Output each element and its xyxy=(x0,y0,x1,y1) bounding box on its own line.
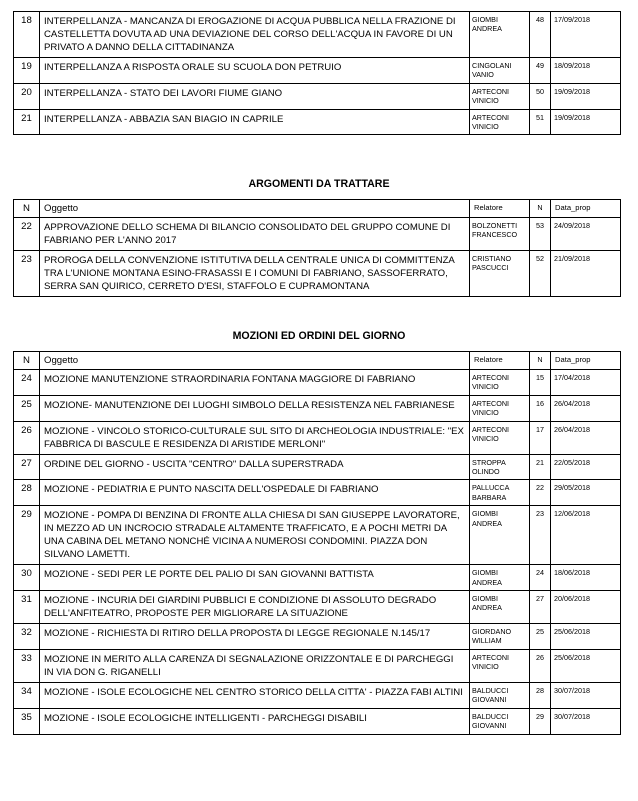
cell-n: 34 xyxy=(14,682,40,708)
cell-relatore: STROPPA OLINDO xyxy=(470,454,530,480)
cell-n: 21 xyxy=(14,109,40,135)
table-row xyxy=(14,565,621,591)
table-row xyxy=(14,370,621,396)
table-header-row xyxy=(14,200,621,218)
mozioni-table xyxy=(13,351,621,735)
header-data-prop: Data_prop xyxy=(551,200,621,218)
cell-oggetto: MOZIONE - ISOLE ECOLOGICHE NEL CENTRO STORICO DELLA CITTA' - PIAZZA FABI ALTINI xyxy=(40,682,470,708)
cell-num: 28 xyxy=(530,682,551,708)
cell-relatore: ARTECONI VINICIO xyxy=(470,395,530,421)
table-row xyxy=(14,109,621,135)
cell-relatore: GIOMBI ANDREA xyxy=(470,506,530,565)
table-row xyxy=(14,12,621,58)
cell-data-prop: 29/05/2018 xyxy=(551,480,621,506)
cell-data-prop: 17/09/2018 xyxy=(551,12,621,58)
header-num: N xyxy=(530,352,551,370)
cell-n: 27 xyxy=(14,454,40,480)
table-row xyxy=(14,649,621,682)
table-row xyxy=(14,251,621,297)
cell-num: 53 xyxy=(530,218,551,251)
cell-num: 52 xyxy=(530,251,551,297)
header-relatore: Relatore xyxy=(470,200,530,218)
cell-relatore: BALDUCCI GIOVANNI xyxy=(470,682,530,708)
cell-num: 49 xyxy=(530,58,551,84)
cell-relatore: CINGOLANI VANIO xyxy=(470,58,530,84)
cell-oggetto: PROROGA DELLA CONVENZIONE ISTITUTIVA DELLA CENTRALE UNICA DI COMMITTENZA TRA L'UNIONE MONTANA ESINO-FRASASSI E I COMUNI DI FABRIANO, SASSOFERRATO, SERRA SAN QUIRICO, CERRETO D'ESI, STAFFOLO E CUPRAMONTANA xyxy=(40,251,470,297)
cell-n: 32 xyxy=(14,624,40,650)
cell-n: 20 xyxy=(14,83,40,109)
cell-data-prop: 22/05/2018 xyxy=(551,454,621,480)
table-row xyxy=(14,624,621,650)
cell-num: 51 xyxy=(530,109,551,135)
cell-relatore: ARTECONI VINICIO xyxy=(470,109,530,135)
cell-relatore: BALDUCCI GIOVANNI xyxy=(470,708,530,734)
cell-data-prop: 18/06/2018 xyxy=(551,565,621,591)
cell-relatore: ARTECONI VINICIO xyxy=(470,370,530,396)
cell-num: 48 xyxy=(530,12,551,58)
cell-n: 22 xyxy=(14,218,40,251)
cell-oggetto: APPROVAZIONE DELLO SCHEMA DI BILANCIO CONSOLIDATO DEL GRUPPO COMUNE DI FABRIANO PER L'ANNO 2017 xyxy=(40,218,470,251)
cell-num: 23 xyxy=(530,506,551,565)
cell-n: 24 xyxy=(14,370,40,396)
table-row xyxy=(14,591,621,624)
table-row xyxy=(14,480,621,506)
cell-n: 25 xyxy=(14,395,40,421)
table-row xyxy=(14,395,621,421)
table-row xyxy=(14,218,621,251)
header-oggetto: Oggetto xyxy=(40,200,470,218)
cell-n: 35 xyxy=(14,708,40,734)
header-num: N xyxy=(530,200,551,218)
section-title-mozioni: MOZIONI ED ORDINI DEL GIORNO xyxy=(232,330,406,342)
cell-data-prop: 30/07/2018 xyxy=(551,708,621,734)
cell-num: 15 xyxy=(530,370,551,396)
cell-data-prop: 12/06/2018 xyxy=(551,506,621,565)
cell-oggetto: MOZIONE IN MERITO ALLA CARENZA DI SEGNALAZIONE ORIZZONTALE E DI PARCHEGGI IN VIA DON G. RIGANELLI xyxy=(40,649,470,682)
cell-relatore: ARTECONI VINICIO xyxy=(470,421,530,454)
cell-n: 23 xyxy=(14,251,40,297)
cell-n: 26 xyxy=(14,421,40,454)
cell-data-prop: 18/09/2018 xyxy=(551,58,621,84)
cell-relatore: ARTECONI VINICIO xyxy=(470,83,530,109)
table-header-row xyxy=(14,352,621,370)
cell-n: 31 xyxy=(14,591,40,624)
cell-oggetto: INTERPELLANZA - MANCANZA DI EROGAZIONE DI ACQUA PUBBLICA NELLA FRAZIONE DI CASTELLETTA DOVUTA AD UNA DEVIAZIONE DEL CORSO DELL'ACQUA IN FAVORE DI UN PRIVATO A DANNO DELLA CITTADINANZA xyxy=(40,12,470,58)
cell-n: 19 xyxy=(14,58,40,84)
cell-oggetto: MOZIONE - SEDI PER LE PORTE DEL PALIO DI SAN GIOVANNI BATTISTA xyxy=(40,565,470,591)
header-oggetto: Oggetto xyxy=(40,352,470,370)
table-row xyxy=(14,421,621,454)
header-relatore: Relatore xyxy=(470,352,530,370)
header-n: N xyxy=(14,200,40,218)
cell-oggetto: MOZIONE - POMPA DI BENZINA DI FRONTE ALLA CHIESA DI SAN GIUSEPPE LAVORATORE, IN MEZZO AD UN INCROCIO STRADALE ALTAMENTE TRAFFICATO, E A POCHI METRI DA UNA CABINA DEL METANO NONCHÉ VICINA A NUMEROSI CONDOMINI. PIAZZA DON SILVANO LAMETTI. xyxy=(40,506,470,565)
interpellanze-body xyxy=(14,12,621,135)
cell-data-prop: 20/06/2018 xyxy=(551,591,621,624)
cell-relatore: GIOMBI ANDREA xyxy=(470,12,530,58)
cell-data-prop: 24/09/2018 xyxy=(551,218,621,251)
cell-n: 33 xyxy=(14,649,40,682)
cell-data-prop: 25/06/2018 xyxy=(551,624,621,650)
cell-relatore: PALLUCCA BARBARA xyxy=(470,480,530,506)
cell-oggetto: INTERPELLANZA A RISPOSTA ORALE SU SCUOLA DON PETRUIO xyxy=(40,58,470,84)
cell-data-prop: 25/06/2018 xyxy=(551,649,621,682)
cell-oggetto: MOZIONE - INCURIA DEI GIARDINI PUBBLICI E CONDIZIONE DI ASSOLUTO DEGRADO DELL'ANFITEATRO, PROPOSTE PER MIGLIORARE LA SITUAZIONE xyxy=(40,591,470,624)
cell-relatore: BOLZONETTI FRANCESCO xyxy=(470,218,530,251)
cell-n: 18 xyxy=(14,12,40,58)
table-row xyxy=(14,58,621,84)
cell-num: 25 xyxy=(530,624,551,650)
mozioni-body xyxy=(14,370,621,735)
cell-oggetto: ORDINE DEL GIORNO - USCITA "CENTRO" DALLA SUPERSTRADA xyxy=(40,454,470,480)
table-row xyxy=(14,454,621,480)
cell-oggetto: INTERPELLANZA - ABBAZIA SAN BIAGIO IN CAPRILE xyxy=(40,109,470,135)
cell-n: 28 xyxy=(14,480,40,506)
cell-data-prop: 21/09/2018 xyxy=(551,251,621,297)
cell-data-prop: 26/04/2018 xyxy=(551,395,621,421)
cell-oggetto: MOZIONE - RICHIESTA DI RITIRO DELLA PROPOSTA DI LEGGE REGIONALE N.145/17 xyxy=(40,624,470,650)
cell-oggetto: MOZIONE - ISOLE ECOLOGICHE INTELLIGENTI - PARCHEGGI DISABILI xyxy=(40,708,470,734)
cell-num: 24 xyxy=(530,565,551,591)
cell-num: 21 xyxy=(530,454,551,480)
table-row xyxy=(14,506,621,565)
cell-relatore: GIORDANO WILLIAM xyxy=(470,624,530,650)
cell-num: 17 xyxy=(530,421,551,454)
cell-oggetto: INTERPELLANZA - STATO DEI LAVORI FIUME GIANO xyxy=(40,83,470,109)
cell-oggetto: MOZIONE- MANUTENZIONE DEI LUOGHI SIMBOLO DELLA RESISTENZA NEL FABRIANESE xyxy=(40,395,470,421)
table-row xyxy=(14,83,621,109)
cell-oggetto: MOZIONE - PEDIATRIA E PUNTO NASCITA DELL'OSPEDALE DI FABRIANO xyxy=(40,480,470,506)
cell-relatore: ARTECONI VINICIO xyxy=(470,649,530,682)
table-row xyxy=(14,708,621,734)
cell-num: 22 xyxy=(530,480,551,506)
argomenti-table xyxy=(13,199,621,297)
cell-data-prop: 19/09/2018 xyxy=(551,83,621,109)
cell-num: 50 xyxy=(530,83,551,109)
cell-data-prop: 19/09/2018 xyxy=(551,109,621,135)
cell-num: 27 xyxy=(530,591,551,624)
cell-relatore: CRISTIANO PASCUCCI xyxy=(470,251,530,297)
cell-relatore: GIOMBI ANDREA xyxy=(470,565,530,591)
cell-data-prop: 30/07/2018 xyxy=(551,682,621,708)
cell-num: 29 xyxy=(530,708,551,734)
cell-num: 16 xyxy=(530,395,551,421)
header-n: N xyxy=(14,352,40,370)
cell-data-prop: 26/04/2018 xyxy=(551,421,621,454)
header-data-prop: Data_prop xyxy=(551,352,621,370)
cell-num: 26 xyxy=(530,649,551,682)
cell-oggetto: MOZIONE - VINCOLO STORICO-CULTURALE SUL SITO DI ARCHEOLOGIA INDUSTRIALE: "EX FABBRICA DI BASCULE E RESIDENZA DI ARISTIDE MERLONI" xyxy=(40,421,470,454)
interpellanze-table xyxy=(13,11,621,135)
cell-n: 29 xyxy=(14,506,40,565)
cell-n: 30 xyxy=(14,565,40,591)
cell-oggetto: MOZIONE MANUTENZIONE STRAORDINARIA FONTANA MAGGIORE DI FABRIANO xyxy=(40,370,470,396)
table-row xyxy=(14,682,621,708)
section-title-argomenti: ARGOMENTI DA TRATTARE xyxy=(248,178,390,190)
cell-data-prop: 17/04/2018 xyxy=(551,370,621,396)
cell-relatore: GIOMBI ANDREA xyxy=(470,591,530,624)
argomenti-body xyxy=(14,218,621,297)
